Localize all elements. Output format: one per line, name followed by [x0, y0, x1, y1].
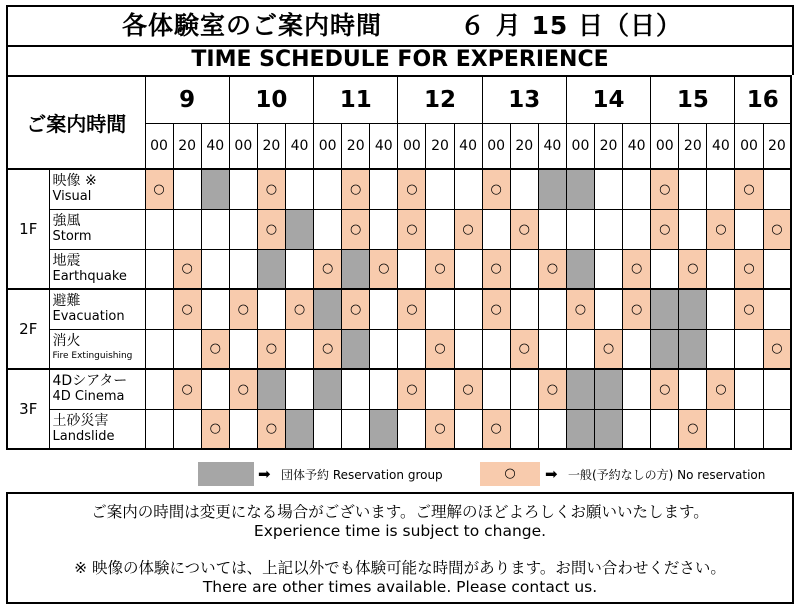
slot-general: ○ [763, 329, 791, 369]
slot-empty [538, 209, 566, 249]
slot-empty [679, 369, 707, 409]
room-name-en: Fire Extinguishing [52, 350, 133, 361]
slot-empty [566, 209, 594, 249]
floor-label: 2F [7, 289, 49, 369]
minute-header: 00 [482, 123, 510, 169]
legend-general-swatch: ○ [480, 462, 540, 486]
slot-empty [595, 289, 623, 329]
slot-group-reservation [342, 249, 370, 289]
slot-empty [201, 289, 229, 329]
slot-empty [285, 329, 313, 369]
room-name-ja: 土砂災害 [52, 412, 109, 429]
hour-header: 13 [482, 76, 566, 123]
legend-group-swatch [198, 462, 254, 486]
room-name-ja: 4Dシアター [52, 373, 128, 390]
slot-empty [538, 409, 566, 449]
slot-empty [145, 249, 173, 289]
slot-group-reservation [538, 169, 566, 209]
slot-general: ○ [173, 369, 201, 409]
hour-header: 12 [398, 76, 482, 123]
slot-empty [623, 209, 651, 249]
room-name-en: 4D Cinema [52, 389, 125, 405]
slot-empty [314, 209, 342, 249]
slot-general: ○ [285, 289, 313, 329]
slot-empty [229, 409, 257, 449]
minute-header: 00 [651, 123, 679, 169]
minute-header: 40 [201, 123, 229, 169]
title-box [6, 5, 794, 47]
minute-header: 00 [398, 123, 426, 169]
slot-empty [370, 289, 398, 329]
slot-empty [482, 369, 510, 409]
slot-general: ○ [426, 249, 454, 289]
slot-empty [454, 409, 482, 449]
minute-header: 00 [145, 123, 173, 169]
slot-empty [595, 169, 623, 209]
slot-general: ○ [707, 369, 735, 409]
slot-general: ○ [482, 409, 510, 449]
slot-empty [623, 169, 651, 209]
slot-general: ○ [679, 409, 707, 449]
page-title: 各体験室のご案内時間 ６ 月 15 日（日） [122, 11, 682, 40]
slot-general: ○ [426, 329, 454, 369]
slot-general: ○ [454, 209, 482, 249]
slot-empty [538, 289, 566, 329]
slot-general: ○ [707, 209, 735, 249]
room-label [49, 289, 145, 329]
room-name-ja: 消火 [52, 332, 81, 349]
slot-general: ○ [398, 369, 426, 409]
slot-empty [510, 289, 538, 329]
room-name-en: Earthquake [52, 268, 127, 284]
slot-empty [229, 329, 257, 369]
slot-group-reservation [679, 329, 707, 369]
minute-header: 40 [370, 123, 398, 169]
note-visual-en: There are other times available. Please contact us. [202, 578, 598, 596]
slot-empty [763, 369, 791, 409]
room-name-en: Evacuation [52, 309, 125, 325]
slot-empty [398, 409, 426, 449]
slot-empty [285, 369, 313, 409]
slot-general: ○ [651, 209, 679, 249]
minute-header: 20 [257, 123, 285, 169]
slot-empty [623, 329, 651, 369]
minute-header: 20 [173, 123, 201, 169]
minute-header: 00 [314, 123, 342, 169]
hour-header: 11 [314, 76, 398, 123]
slot-group-reservation [566, 409, 594, 449]
slot-empty [763, 169, 791, 209]
slot-general: ○ [173, 289, 201, 329]
slot-general: ○ [257, 209, 285, 249]
slot-general: ○ [342, 169, 370, 209]
slot-general: ○ [566, 289, 594, 329]
slot-empty [145, 409, 173, 449]
slot-empty [763, 289, 791, 329]
slot-empty [398, 329, 426, 369]
room-label [49, 209, 145, 249]
slot-group-reservation [342, 329, 370, 369]
slot-empty [510, 169, 538, 209]
slot-empty [510, 369, 538, 409]
slot-general: ○ [454, 369, 482, 409]
table-row [7, 169, 791, 209]
slot-empty [229, 209, 257, 249]
slot-empty [342, 409, 370, 449]
minute-header: 40 [707, 123, 735, 169]
slot-general: ○ [482, 169, 510, 209]
slot-general: ○ [145, 169, 173, 209]
floor-label: 3F [7, 369, 49, 449]
slot-group-reservation [314, 289, 342, 329]
slot-general: ○ [257, 169, 285, 209]
minute-header: 20 [595, 123, 623, 169]
slot-general: ○ [201, 329, 229, 369]
table-row [7, 249, 791, 289]
slot-group-reservation [285, 409, 313, 449]
slot-empty [510, 249, 538, 289]
slot-general: ○ [398, 209, 426, 249]
slot-general: ○ [314, 249, 342, 289]
slot-general: ○ [257, 409, 285, 449]
page-subtitle: TIME SCHEDULE FOR EXPERIENCE [6, 45, 794, 75]
note-visual-ja: ※ 映像の体験については、上記以外でも体験可能な時間があります。お問い合わせください。 [74, 559, 726, 577]
slot-empty [595, 209, 623, 249]
slot-general: ○ [679, 249, 707, 289]
slot-empty [314, 409, 342, 449]
slot-empty [707, 169, 735, 209]
slot-empty [482, 329, 510, 369]
slot-group-reservation [651, 329, 679, 369]
slot-general: ○ [595, 329, 623, 369]
slot-group-reservation [201, 169, 229, 209]
slot-empty [651, 249, 679, 289]
slot-group-reservation [595, 409, 623, 449]
minute-header: 40 [454, 123, 482, 169]
slot-empty [763, 409, 791, 449]
room-label [49, 329, 145, 369]
note-change-en: Experience time is subject to change. [253, 522, 547, 540]
slot-empty [257, 289, 285, 329]
slot-empty [707, 249, 735, 289]
slot-empty [735, 209, 763, 249]
minute-header: 40 [538, 123, 566, 169]
slot-empty [735, 409, 763, 449]
note-change-ja: ご案内の時間は変更になる場合がございます。ご理解のほどよろしくお願いいたします。 [91, 503, 709, 521]
minute-header: 00 [566, 123, 594, 169]
floor-label: 1F [7, 169, 49, 289]
minute-header: 00 [229, 123, 257, 169]
slot-empty [426, 209, 454, 249]
slot-empty [595, 249, 623, 289]
legend [0, 460, 800, 490]
slot-empty [454, 329, 482, 369]
slot-empty [285, 169, 313, 209]
slot-general: ○ [314, 329, 342, 369]
slot-general: ○ [398, 289, 426, 329]
minute-header: 40 [285, 123, 313, 169]
slot-empty [707, 329, 735, 369]
notes-box [6, 492, 794, 604]
slot-general: ○ [482, 289, 510, 329]
slot-empty [566, 329, 594, 369]
minute-header: 20 [679, 123, 707, 169]
slot-general: ○ [370, 249, 398, 289]
slot-empty [707, 409, 735, 449]
room-label [49, 169, 145, 209]
slot-empty [370, 169, 398, 209]
legend-general-label: 一般(予約なしの方) No reservation [568, 468, 766, 482]
slot-empty [398, 249, 426, 289]
slot-empty [454, 169, 482, 209]
room-name-ja: 強風 [52, 213, 81, 229]
room-label [49, 409, 145, 449]
slot-empty [426, 369, 454, 409]
slot-empty [285, 249, 313, 289]
slot-group-reservation [314, 369, 342, 409]
slot-group-reservation [257, 369, 285, 409]
table-row [7, 409, 791, 449]
minute-header: 20 [510, 123, 538, 169]
slot-group-reservation [370, 409, 398, 449]
slot-empty [623, 369, 651, 409]
minute-header: 00 [735, 123, 763, 169]
slot-empty [173, 169, 201, 209]
slot-empty [314, 169, 342, 209]
slot-empty [482, 209, 510, 249]
slot-empty [679, 209, 707, 249]
slot-general: ○ [651, 169, 679, 209]
minute-header: 20 [763, 123, 791, 169]
hour-header: 14 [566, 76, 650, 123]
slot-empty [426, 289, 454, 329]
slot-general: ○ [735, 249, 763, 289]
hour-header: 15 [651, 76, 735, 123]
slot-general: ○ [763, 209, 791, 249]
slot-general: ○ [201, 409, 229, 449]
slot-empty [145, 289, 173, 329]
slot-general: ○ [398, 169, 426, 209]
room-name-ja: 映像 ※ [52, 173, 97, 190]
slot-empty [173, 329, 201, 369]
legend-group-label: 団体予約 Reservation group [281, 468, 443, 482]
slot-empty [763, 249, 791, 289]
arrow-icon: ➡ [258, 465, 271, 483]
slot-group-reservation [566, 169, 594, 209]
slot-group-reservation [566, 369, 594, 409]
room-name-en: Landslide [52, 428, 115, 444]
hour-header: 9 [145, 76, 229, 123]
room-name-en: Storm [52, 229, 92, 244]
slot-group-reservation [285, 209, 313, 249]
slot-general: ○ [510, 209, 538, 249]
room-label [49, 249, 145, 289]
slot-general: ○ [426, 409, 454, 449]
slot-empty [145, 209, 173, 249]
table-row [7, 209, 791, 249]
slot-general: ○ [538, 369, 566, 409]
slot-empty [735, 329, 763, 369]
slot-empty [370, 329, 398, 369]
slot-general: ○ [229, 289, 257, 329]
slot-empty [173, 409, 201, 449]
slot-empty [707, 289, 735, 329]
slot-empty [623, 409, 651, 449]
slot-empty [342, 369, 370, 409]
slot-empty [173, 209, 201, 249]
table-row [7, 329, 791, 369]
slot-general: ○ [173, 249, 201, 289]
slot-general: ○ [623, 289, 651, 329]
slot-general: ○ [342, 289, 370, 329]
table-row [7, 289, 791, 329]
slot-general: ○ [342, 209, 370, 249]
slot-group-reservation [566, 249, 594, 289]
table-row [7, 369, 791, 409]
slot-general: ○ [482, 249, 510, 289]
minute-header: 20 [342, 123, 370, 169]
slot-empty [426, 169, 454, 209]
slot-group-reservation [257, 249, 285, 289]
slot-group-reservation [679, 289, 707, 329]
slot-general: ○ [538, 249, 566, 289]
slot-empty [735, 369, 763, 409]
minute-header: 40 [623, 123, 651, 169]
schedule-table [6, 75, 792, 450]
slot-general: ○ [623, 249, 651, 289]
time-header-label: ご案内時間 [7, 76, 145, 169]
room-name-en: Visual [52, 189, 92, 205]
slot-empty [145, 369, 173, 409]
minute-header: 20 [426, 123, 454, 169]
slot-general: ○ [651, 369, 679, 409]
arrow-icon: ➡ [545, 465, 558, 483]
slot-general: ○ [229, 369, 257, 409]
slot-empty [201, 369, 229, 409]
slot-empty [201, 249, 229, 289]
slot-general: ○ [735, 289, 763, 329]
hour-header: 10 [229, 76, 313, 123]
room-name-ja: 地震 [52, 252, 81, 269]
slot-empty [651, 409, 679, 449]
slot-empty [229, 249, 257, 289]
slot-general: ○ [510, 329, 538, 369]
slot-empty [679, 169, 707, 209]
slot-empty [370, 209, 398, 249]
room-label [49, 369, 145, 409]
slot-general: ○ [257, 329, 285, 369]
slot-empty [370, 369, 398, 409]
slot-empty [538, 329, 566, 369]
slot-empty [510, 409, 538, 449]
slot-empty [229, 169, 257, 209]
slot-empty [201, 209, 229, 249]
slot-empty [145, 329, 173, 369]
slot-group-reservation [595, 369, 623, 409]
slot-general: ○ [735, 169, 763, 209]
slot-empty [454, 289, 482, 329]
room-name-ja: 避難 [52, 293, 81, 310]
slot-group-reservation [651, 289, 679, 329]
slot-empty [454, 249, 482, 289]
hour-header: 16 [735, 76, 791, 123]
